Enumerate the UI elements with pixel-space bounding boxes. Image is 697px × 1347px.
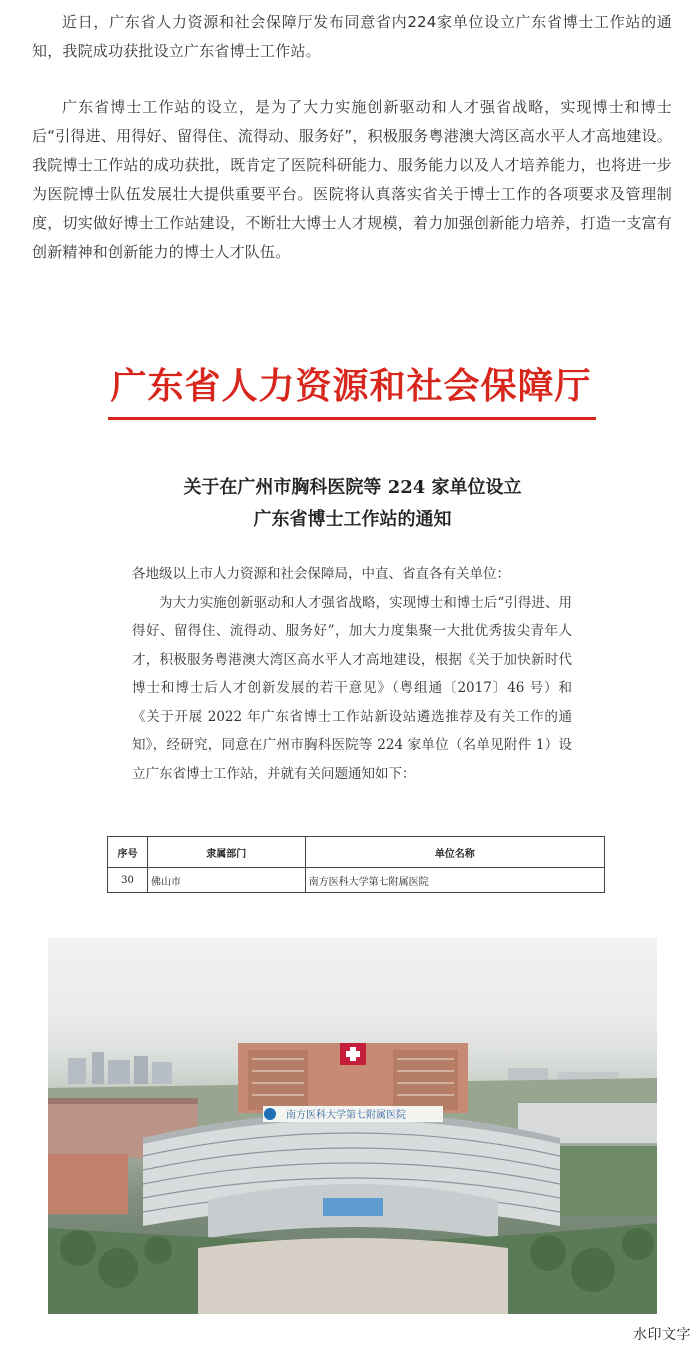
department-header: 广东省人力资源和社会保障厅 bbox=[110, 365, 592, 407]
station-list-table bbox=[107, 836, 605, 893]
building-sign-text: 南方医科大学第七附属医院 bbox=[286, 1110, 406, 1121]
row-department: 佛山市 bbox=[147, 868, 305, 893]
notice-body bbox=[132, 560, 572, 788]
hospital-aerial-photo bbox=[48, 938, 657, 1314]
column-header-unit-name: 单位名称 bbox=[305, 837, 604, 868]
official-notice-image bbox=[100, 360, 605, 895]
article-paragraph: 广东省博士工作站的设立，是为了大力实施创新驱动和人才强省战略，实现博士和博士后“引得进、用得好、留得住、流得动、服务好”，积极服务粤港澳大湾区高水平人才高地建设。我院博士工作站的成功获批，既肯定了医院科研能力、服务能力以及人才培养能力，也将进一步为医院博士队伍发展壮大提供重要平台。医院将认真落实省关于博士工作的各项要求及管理制度，切实做好博士工作站建设，不断壮大博士人才规模，着力加强创新能力培养，打造一支富有创新精神和创新能力的博士人才队伍。 bbox=[32, 98, 672, 261]
red-divider-line bbox=[108, 417, 596, 420]
notice-title-line: 关于在广州市胸科医院等 224 家单位设立 bbox=[183, 477, 522, 498]
watermark-text: 水印文字 bbox=[633, 1327, 691, 1343]
notice-main-text: 为大力实施创新驱动和人才强省战略，实现博士和博士后“引得进、用得好、留得住、流得动、服务好”，加大力度集聚一大批优秀拔尖青年人才，积极服务粤港澳大湾区高水平人才高地建设，根据《关于加快新时代博士和博士后人才创新发展的若干意见》（粤组通〔2017〕46 号）和《关于开展 2022 年广东省博士工作站新设站遴选推荐及有关工作的通知》，经研究，同意在广州市胸科医院等 224 家单位（名单见附件 1）设立广东省博士工作站，并就有关问题通知如下： bbox=[132, 594, 572, 782]
article-text bbox=[32, 8, 672, 294]
notice-title bbox=[100, 472, 605, 536]
article-paragraph: 近日，广东省人力资源和社会保障厅发布同意省内224家单位设立广东省博士工作站的通知，我院成功获批设立广东省博士工作站。 bbox=[32, 13, 672, 60]
notice-title-line: 广东省博士工作站的通知 bbox=[253, 509, 452, 530]
column-header-number: 序号 bbox=[108, 837, 148, 868]
hospital-illustration bbox=[48, 938, 657, 1314]
column-header-department: 隶属部门 bbox=[147, 837, 305, 868]
row-number: 30 bbox=[108, 868, 148, 893]
table-row bbox=[108, 868, 605, 893]
notice-addressee: 各地级以上市人力资源和社会保障局，中直、省直各有关单位： bbox=[132, 566, 510, 582]
row-unit-name: 南方医科大学第七附属医院 bbox=[305, 868, 604, 893]
table-header-row bbox=[108, 837, 605, 868]
